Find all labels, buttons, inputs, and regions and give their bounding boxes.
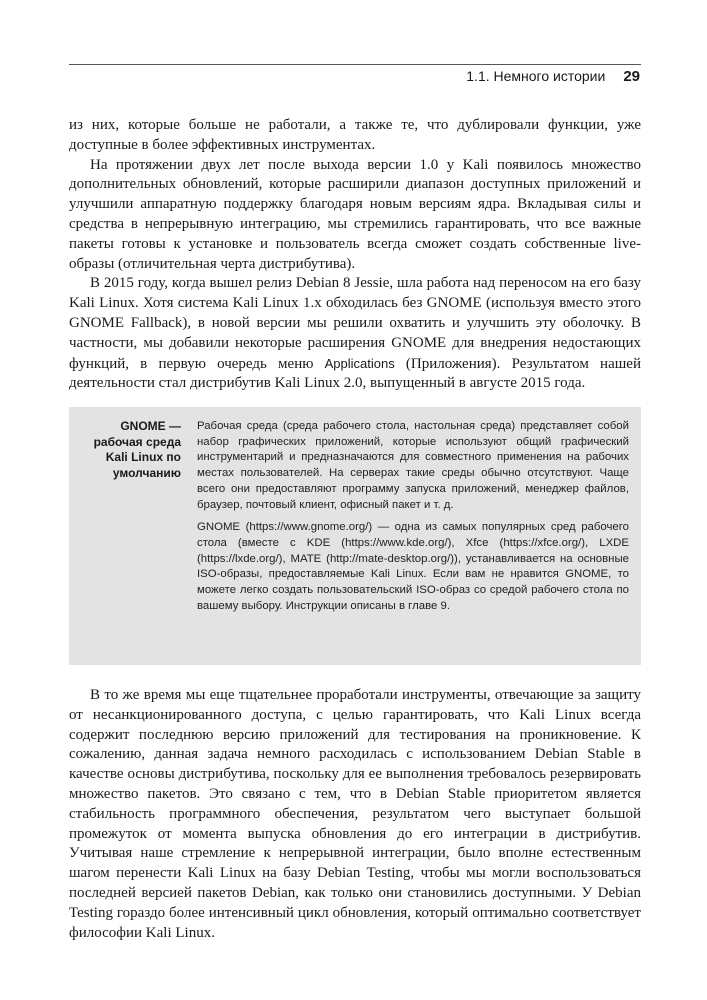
page-number: 29 [623, 68, 640, 85]
section-title: 1.1. Немного истории [466, 68, 606, 84]
sidebar-title: GNOME — рабочая среда Kali Linux по умолчанию [93, 419, 181, 481]
sidebar-body [197, 419, 629, 621]
paragraph-text: (Приложения). Результатом нашей деятельности стал дистрибутив Kali Linux 2.0, выпущенный в августе 2015 года. [69, 355, 641, 392]
running-head [466, 66, 640, 86]
paragraph [69, 274, 641, 394]
header-rule [69, 64, 641, 65]
menu-name: Applications [324, 355, 395, 371]
paragraph-text: В 2015 году, когда вышел релиз Debian 8 Jessie, шла работа над переносом на его базу Kali Linux. Хотя система Kali Linux 1.x обходилась без GNOME (используя вместо этого GNOME Fallback), в новой версии мы решили охватить и улучшить эту оболочку. В частности, мы добавили некоторые расширения GNOME для внедрения недостающих функций, в первую очередь меню [69, 275, 641, 372]
body-text-top [69, 116, 641, 394]
body-text-bottom [69, 686, 641, 943]
sidebar-paragraph: Рабочая среда (среда рабочего стола, настольная среда) представляет собой набор графических приложений, которые используют общий графический инструментарий и предназначаются для совместного применения на рабочих местах пользователей. На серверах такие среды обычно отсутствуют. Чаще всего они предоставляют программу запуска приложений, менеджер файлов, браузер, почтовый клиент, офисный пакет и т. д. [197, 420, 629, 511]
paragraph: из них, которые больше не работали, а также те, что дублировали функции, уже доступные в более эффективных инструментах. [69, 117, 641, 153]
sidebar-box [69, 407, 641, 665]
sidebar-paragraph: GNOME (https://www.gnome.org/) — одна из самых популярных сред рабочего стола (вместе с KDE (https://www.kde.org/), Xfce (https://xfce.org/), LXDE (https://lxde.org/), MATE (http://mate-desktop.org/)), устанавливается на основные ISO-образы, предоставляемые Kali Linux. Если вам не нравится GNOME, то можете легко создать пользовательский ISO-образ со средой рабочего стола по вашему выбору. Инструкции описаны в главе 9. [197, 521, 629, 612]
paragraph: В то же время мы еще тщательнее проработали инструменты, отвечающие за защиту от несанкционированного доступа, с целью гарантировать, что Kali Linux всегда содержит последнюю версию приложений для тестирования на проникновение. К сожалению, данная задача немного расходилась с использованием Debian Stable в качестве основы дистрибутива, поскольку для ее выполнения требовалось резервировать множество пакетов. Это связано с тем, что в Debian Stable приоритетом является стабильность программного обеспечения, результатом чего выступает большой промежуток от момента выпуска обновления до его интеграции в дистрибутив. Учитывая наше стремление к непрерывной интеграции, было вполне естественным шагом перенести Kali Linux на базу Debian Testing, чтобы мы могли воспользоваться последней версией пакетов Debian, как только они становились доступными. У Debian Testing гораздо более интенсивный цикл обновления, который оптимально соответствует философии Kali Linux. [69, 687, 641, 941]
paragraph: На протяжении двух лет после выхода версии 1.0 у Kali появилось множество дополнительных обновлений, которые расширили диапазон доступных приложений и улучшили аппаратную поддержку благодаря новым версиям ядра. Вкладывая силы и средства в непрерывную интеграцию, мы стремились гарантировать, что все важные пакеты готовы к установке и пользователь всегда сможет создать собственные live-образы (отличительная черта дистрибутива). [69, 156, 641, 272]
